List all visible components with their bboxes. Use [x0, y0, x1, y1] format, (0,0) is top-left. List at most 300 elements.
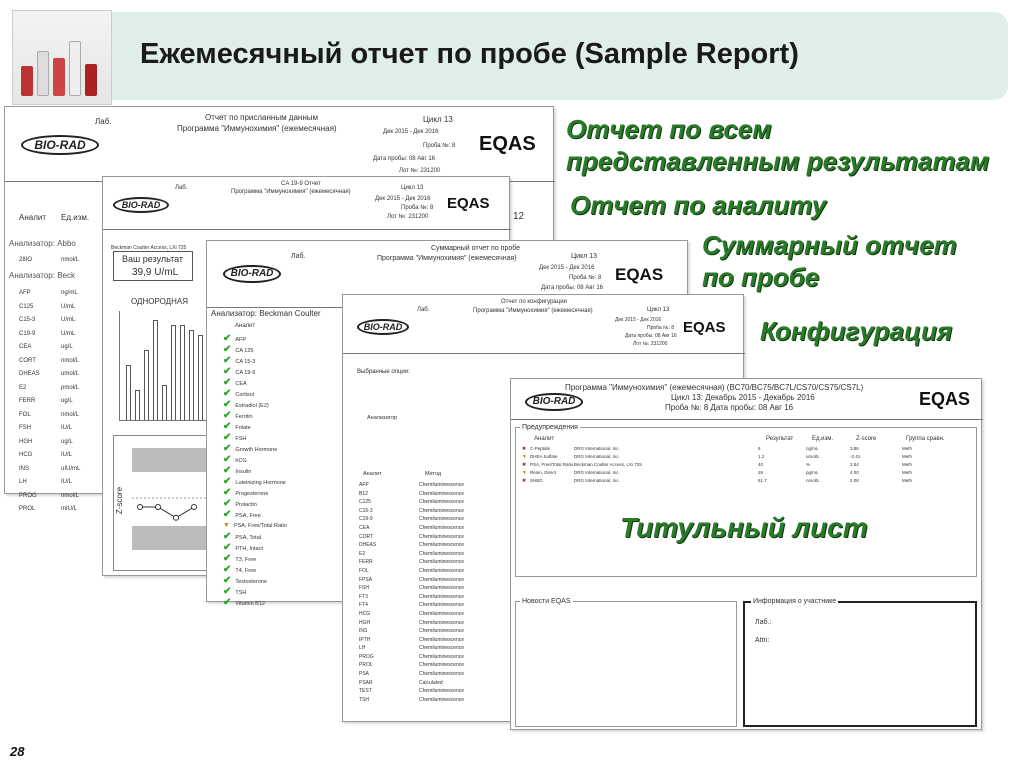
- warning-cell: 26: [758, 470, 764, 475]
- analyte-code: INS: [19, 465, 30, 472]
- analyte-unit: mIU/L: [61, 506, 78, 512]
- warning-row: [522, 446, 972, 454]
- label-all-results-1: Отчет по всем: [566, 114, 772, 144]
- cycle-label: Цикл 13: [423, 115, 453, 124]
- participant-box: [743, 598, 977, 727]
- config-analyte: FT4: [359, 602, 368, 609]
- analyte-row: [19, 463, 99, 477]
- config-method: Chemiluminescence: [419, 610, 465, 617]
- analyte-name: CA 15-3: [235, 359, 256, 365]
- analyte-row: [223, 432, 343, 443]
- analyzer-abbott: Анализатор: Abbo: [9, 239, 76, 248]
- col-group: Группа сравн.: [906, 436, 945, 442]
- analyte-row: [19, 341, 99, 355]
- news-title: Новости EQAS: [522, 598, 571, 605]
- config-row: [359, 661, 519, 670]
- config-row: [359, 601, 519, 610]
- check-icon: ✔: [223, 454, 232, 465]
- config-analyte: E2: [359, 550, 366, 557]
- sheet-header-line: [511, 419, 983, 420]
- config-method: Chemiluminescence: [419, 576, 465, 583]
- analyte-unit: U/mL: [61, 303, 76, 310]
- warning-icon: ▼: [223, 522, 230, 529]
- warning-cell: DRG International, Inc.: [574, 454, 620, 459]
- analyte-code: C15-3: [19, 317, 36, 323]
- config-analyte: INS: [359, 628, 368, 635]
- config-method: Chemiluminescence: [419, 482, 465, 488]
- eqas-logo: EQAS: [919, 389, 971, 409]
- config-row: [359, 679, 519, 688]
- col-analyte: Аналит: [235, 323, 256, 329]
- biorad-logo: BIO-RAD: [21, 135, 99, 155]
- analyte-unit: ng/mL: [61, 290, 78, 296]
- check-icon: ✔: [223, 399, 232, 410]
- analyte-row: [223, 465, 343, 476]
- analyte-row: [223, 366, 343, 377]
- check-icon: ✔: [223, 410, 232, 421]
- config-row: [359, 627, 519, 636]
- sample-label: Проба №: 8: [401, 205, 434, 211]
- warning-row: [522, 478, 972, 486]
- config-method: Chemiluminescence: [419, 559, 465, 566]
- sample-label: Проба №: 8: [569, 275, 602, 281]
- analyte-unit: IU/L: [61, 425, 73, 431]
- warning-cell: Renin, Direct: [530, 470, 557, 475]
- check-icon: ✔: [223, 564, 232, 575]
- analyte-row: [223, 355, 343, 366]
- config-row: [359, 524, 519, 533]
- histogram-bar: [153, 320, 158, 420]
- dates-label: Дек 2015 - Дек 2016: [615, 317, 662, 323]
- row-28io-analyte: 28IO: [19, 257, 33, 263]
- col-result: Результат: [766, 436, 794, 442]
- warning-cell: Beckman Coulter Access, LXi 725: [574, 462, 642, 467]
- sheet-lab-label: Лаб.: [417, 307, 430, 313]
- analyte-row: [223, 542, 343, 553]
- sample-date-label: Дата пробы: 08 Авг 16: [373, 156, 436, 162]
- analyte-row: [223, 597, 343, 608]
- analyte-name: Folate: [235, 425, 251, 431]
- warning-row: [522, 470, 972, 478]
- warning-cell: DRG International, Inc.: [574, 478, 620, 483]
- config-analyte: PROL: [359, 662, 373, 669]
- config-method: Chemiluminescence: [419, 593, 465, 600]
- analyte-row: [19, 409, 99, 423]
- zscore-point: [156, 505, 161, 510]
- analyte-unit: uIU/mL: [61, 465, 81, 472]
- check-icon: ✔: [223, 509, 232, 520]
- config-analyte: FT3: [359, 593, 368, 600]
- col-zscore: Z-score: [856, 436, 877, 442]
- config-row: [359, 507, 519, 516]
- analyte-row: [19, 368, 99, 382]
- sheet-program: Программа "Иммунохимия" (ежемесячная): [377, 255, 517, 262]
- analyte-row: [19, 328, 99, 342]
- label-config: Конфигурация: [760, 316, 953, 346]
- zscore-line: [132, 436, 206, 566]
- config-method: Chemiluminescence: [419, 636, 465, 643]
- col-unit: Ед.изм.: [812, 436, 834, 442]
- analyzer-label: Анализатор: [367, 415, 398, 421]
- warning-row: [522, 462, 972, 470]
- histogram: [119, 311, 207, 421]
- analyte-unit: nmol/L: [61, 492, 80, 499]
- check-icon: ✔: [223, 443, 232, 454]
- col-analyte: Аналит: [19, 213, 47, 222]
- analyte-unit: pmol/L: [61, 384, 80, 391]
- warning-icon: ▼: [522, 470, 527, 476]
- analyte-unit: nmol/L: [61, 411, 80, 418]
- warnings-title: Предупреждения: [522, 424, 578, 431]
- histogram-bar: [126, 365, 131, 420]
- warning-cell: ng/mL: [806, 446, 819, 451]
- dates-label: Дек 2015 - Дек 2016: [383, 129, 439, 135]
- analyte-code: PROL: [19, 506, 36, 512]
- analyte-name: FSH: [235, 436, 247, 442]
- lab-products-image: [12, 10, 112, 105]
- warning-cell: 40: [758, 462, 764, 467]
- analyte-code: LH: [19, 479, 27, 485]
- config-analyte: C125: [359, 499, 371, 506]
- config-analyte: FPSA: [359, 576, 373, 583]
- options-title: Выбранные опции:: [357, 369, 410, 375]
- homogeneous-label: ОДНОРОДНАЯ: [131, 297, 188, 306]
- analyte-name: Prolactin: [235, 502, 257, 508]
- sheet-title: Суммарный отчет по пробе: [431, 245, 521, 252]
- error-icon: ✖: [522, 446, 527, 452]
- analyte-unit: IU/L: [61, 479, 73, 485]
- sheet-lab-label: Лаб.: [175, 185, 188, 191]
- analyte-name: Insulin: [235, 469, 252, 475]
- config-method: Chemiluminescence: [419, 653, 465, 660]
- label-all-results-2: представленным результатам: [566, 146, 990, 176]
- analyte-code: E2: [19, 384, 27, 391]
- warning-cell: Meth: [902, 454, 913, 459]
- config-analyte: C19-9: [359, 516, 373, 523]
- sample-date-label: Дата пробы: 08 Авг 16: [625, 333, 677, 339]
- config-analyte: AFP: [359, 482, 369, 488]
- warning-cell: nmol/L: [806, 478, 820, 483]
- analyte-name: CA 19-9: [235, 370, 256, 376]
- sample-label: Проба №: 8 Дата пробы: 08 Авг 16: [665, 403, 794, 412]
- check-icon: ✔: [223, 597, 232, 608]
- config-method: Chemiluminescence: [419, 507, 465, 514]
- config-row: [359, 696, 519, 705]
- analyte-name: CEA: [235, 381, 247, 387]
- analyte-row: [223, 344, 343, 355]
- warning-cell: DRG International, Inc.: [574, 470, 620, 475]
- eqas-logo: EQAS: [479, 133, 536, 155]
- participant-attn: Attn:: [755, 637, 770, 644]
- warning-cell: 61.7: [758, 478, 767, 483]
- analyte-row: [19, 476, 99, 490]
- dates-label: Дек 2015 - Дек 2016: [539, 265, 595, 271]
- config-row: [359, 610, 519, 619]
- your-result-box: [113, 251, 193, 281]
- cycle-label: Цикл 13: Декабрь 2015 - Декабрь 2016: [671, 393, 815, 402]
- config-method: Chemiluminescence: [419, 542, 465, 549]
- label-title-page: Титульный лист: [620, 512, 868, 543]
- sheet-title: Программа "Иммунохимия" (ежемесячная) (BC70/BC75/BC7L/CS70/CS75/CS7L): [565, 383, 864, 392]
- analyte-code: PROG: [19, 492, 37, 499]
- analyte-row: [223, 575, 343, 586]
- config-analyte: HGH: [359, 619, 371, 626]
- histogram-bar: [180, 325, 185, 420]
- col-unit: Ед.изм.: [61, 213, 90, 222]
- config-row: [359, 636, 519, 645]
- histogram-bar: [135, 390, 140, 420]
- config-method: Chemiluminescence: [419, 499, 465, 506]
- zscore-chart: [113, 435, 209, 571]
- check-icon: ✔: [223, 432, 232, 443]
- config-row: [359, 533, 519, 542]
- analyte-code: FERR: [19, 398, 36, 404]
- cycle-label: Цикл 13: [571, 253, 598, 260]
- analyte-code: AFP: [19, 290, 31, 296]
- zscore-label: Z-score: [115, 486, 125, 515]
- warning-cell: Meth: [902, 470, 913, 475]
- label-summary-1: Суммарный отчет: [702, 230, 957, 260]
- warning-cell: PSA, Free/Total Ratio: [530, 462, 574, 467]
- warning-cell: pg/mL: [806, 470, 819, 475]
- analyte-code: C125: [19, 303, 34, 310]
- warning-icon: ▼: [522, 454, 527, 460]
- warning-cell: %: [806, 462, 811, 467]
- config-analyte: FOL: [359, 567, 369, 574]
- config-analyte: CEA: [359, 524, 370, 531]
- config-method: Chemiluminescence: [419, 490, 465, 497]
- config-method: Chemiluminescence: [419, 671, 465, 678]
- check-icon: ✔: [223, 421, 232, 432]
- analyte-unit: ug/L: [61, 344, 73, 350]
- check-icon: ✔: [223, 476, 232, 487]
- config-row: [359, 490, 519, 499]
- config-analyte: DHEAS: [359, 542, 377, 549]
- check-icon: ✔: [223, 553, 232, 564]
- eqas-logo: EQAS: [447, 195, 490, 212]
- analyte-row: [19, 449, 99, 463]
- config-method: Chemiluminescence: [419, 696, 465, 703]
- label-summary-2: по пробе: [702, 262, 820, 292]
- check-icon: ✔: [223, 377, 232, 388]
- warning-cell: DHEA Sulfate: [530, 454, 558, 459]
- zscore-polyline: [140, 507, 194, 518]
- analyte-row: [19, 301, 99, 315]
- your-result-value: 39,9 U/mL: [132, 267, 179, 278]
- analyte-unit: umol/L: [61, 371, 80, 377]
- analyte-row: [19, 287, 99, 301]
- config-analyte: CORT: [359, 533, 374, 540]
- histogram-bar: [171, 325, 176, 420]
- config-method: Chemiluminescence: [419, 524, 465, 531]
- check-icon: ✔: [223, 498, 232, 509]
- biorad-logo: BIO-RAD: [113, 197, 169, 213]
- col-analyte: Аналит: [534, 436, 555, 442]
- warning-cell: 2.84: [850, 462, 859, 467]
- analyzer-label: Beckman Coulter Access, LXi 725: [111, 245, 187, 251]
- sheet-program: Программа "Иммунохимия" (ежемесячная): [177, 124, 337, 133]
- analyte-row: [19, 382, 99, 396]
- biorad-logo: BIO-RAD: [525, 393, 583, 411]
- config-method: Chemiluminescence: [419, 628, 465, 635]
- eqas-logo: EQAS: [615, 265, 664, 284]
- analyte-row: [223, 520, 343, 531]
- warning-cell: 3.86: [850, 446, 859, 451]
- config-row: [359, 541, 519, 550]
- analyte-name: Estradiol (E2): [235, 403, 269, 409]
- config-row: [359, 593, 519, 602]
- analyte-row: [223, 454, 343, 465]
- slide-title: Ежемесячный отчет по пробе (Sample Report): [140, 38, 799, 70]
- analyte-name: Progesterone: [235, 491, 269, 497]
- sheet-lab-label: Лаб.: [95, 117, 112, 126]
- check-icon: ✔: [223, 531, 232, 542]
- analyte-name: PSA, Free: [235, 513, 261, 519]
- error-icon: ✖: [522, 478, 527, 484]
- sheet-program: Программа "Иммунохимия" (ежемесячная): [231, 189, 351, 195]
- sheet-lab-label: Лаб.: [291, 253, 306, 260]
- analyte-name: hCG: [235, 458, 247, 464]
- error-icon: ✖: [522, 462, 527, 468]
- config-row: [359, 515, 519, 524]
- analyte-name: Testosterone: [235, 579, 267, 585]
- config-row: [359, 558, 519, 567]
- config-row: [359, 619, 519, 628]
- analyte-row: [223, 487, 343, 498]
- warning-cell: C-Peptide: [530, 446, 551, 451]
- config-analyte: LH: [359, 645, 366, 652]
- warning-cell: DRG International, Inc.: [574, 446, 620, 451]
- config-row: [359, 670, 519, 679]
- analyte-name: PSA, Free/Total Ratio: [233, 523, 287, 529]
- analyte-unit: ug/L: [61, 398, 73, 404]
- histogram-bar: [198, 335, 203, 420]
- check-icon: ✔: [223, 333, 232, 344]
- warning-cell: 2.08: [850, 478, 859, 483]
- warning-cell: 6: [758, 446, 761, 451]
- lot-label: Лот №: 231200: [633, 341, 668, 347]
- config-row: [359, 653, 519, 662]
- analyte-row: [223, 377, 343, 388]
- analyte-row: [223, 410, 343, 421]
- check-icon: ✔: [223, 355, 232, 366]
- page-number: 28: [10, 744, 25, 759]
- lot-label: Лот №: 231200: [387, 214, 429, 220]
- your-result-label: Ваш результат: [122, 254, 184, 264]
- analyte-code: CORT: [19, 357, 36, 364]
- config-method: Chemiluminescence: [419, 645, 465, 652]
- dates-label: Дек 2015 - Дек 2016: [375, 196, 431, 202]
- analyte-row: [223, 333, 343, 344]
- sheet-title: CA 19-9 Отчет: [281, 181, 321, 187]
- label-by-analyte: Отчет по аналиту: [570, 190, 827, 220]
- analyte-row: [19, 422, 99, 436]
- config-method: Calculated: [419, 679, 443, 686]
- config-analyte: B12: [359, 490, 368, 497]
- check-icon: ✔: [223, 542, 232, 553]
- warning-row: [522, 454, 972, 462]
- config-method: Chemiluminescence: [419, 602, 465, 609]
- config-analyte: FERR: [359, 559, 373, 566]
- number-12: 12: [513, 211, 525, 222]
- analyte-unit: nmol/L: [61, 357, 80, 364]
- participant-lab: Лаб.:: [755, 619, 772, 626]
- col-method: Метод: [425, 471, 442, 477]
- analyte-row: [223, 531, 343, 542]
- check-icon: ✔: [223, 586, 232, 597]
- sheet-program: Программа "Иммунохимия" (ежемесячная): [473, 308, 593, 314]
- warning-cell: Meth: [902, 446, 913, 451]
- check-icon: ✔: [223, 388, 232, 399]
- analyte-code: CEA: [19, 344, 32, 350]
- analyte-unit: ug/L: [61, 438, 73, 445]
- config-method: Chemiluminescence: [419, 585, 465, 592]
- warnings-table: [522, 446, 972, 486]
- sheet-title-page: [510, 378, 982, 730]
- analyte-name: Growth Hormone: [235, 447, 278, 453]
- analyzer-beckman: Анализатор: Beck: [9, 271, 75, 280]
- analyte-row: [19, 314, 99, 328]
- biorad-logo: BIO-RAD: [357, 319, 409, 335]
- analyte-row: [223, 586, 343, 597]
- analyte-list: [19, 287, 99, 517]
- analyte-row: [19, 503, 99, 517]
- warnings-box: [515, 424, 977, 577]
- config-row: [359, 576, 519, 585]
- config-method: Chemiluminescence: [419, 550, 465, 557]
- config-method: Chemiluminescence: [419, 619, 465, 626]
- zscore-point: [192, 505, 197, 510]
- analyte-name: T4, Free: [235, 568, 257, 574]
- sheet-header-line: [103, 229, 511, 230]
- config-method: Chemiluminescence: [419, 662, 465, 669]
- sheet-title: Отчет по присланным данным: [205, 113, 319, 122]
- config-method: Chemiluminescence: [419, 567, 465, 574]
- analyte-row: [223, 388, 343, 399]
- analyte-name: Vitamin B12: [235, 601, 265, 607]
- config-analyte: HCG: [359, 610, 371, 617]
- warning-cell: Meth: [902, 462, 913, 467]
- check-icon: ✔: [223, 575, 232, 586]
- analyte-row: [223, 498, 343, 509]
- config-row: [359, 550, 519, 559]
- config-analyte: PROG: [359, 653, 374, 660]
- analyte-name: TSH: [235, 590, 247, 596]
- analyte-code: FOL: [19, 411, 31, 418]
- col-analyte: Аналит: [363, 471, 382, 477]
- config-row: [359, 498, 519, 507]
- sample-label: Проба №: 8: [647, 325, 674, 331]
- analyte-code: HCG: [19, 452, 33, 458]
- config-table: [359, 481, 519, 704]
- cycle-label: Цикл 13: [647, 307, 670, 313]
- analyte-row: [19, 395, 99, 409]
- warning-cell: 4.00: [850, 470, 859, 475]
- news-box: [515, 598, 737, 727]
- config-method: Chemiluminescence: [419, 516, 465, 523]
- analyte-row: [223, 553, 343, 564]
- analyte-code: C19-9: [19, 330, 36, 337]
- config-analyte: PSAR: [359, 679, 373, 686]
- check-icon: ✔: [223, 487, 232, 498]
- warning-cell: SHBG: [530, 478, 543, 483]
- histogram-bar: [162, 385, 167, 420]
- analyte-name: Luteinizing Hormone: [235, 480, 286, 486]
- analyte-unit: U/mL: [61, 330, 76, 337]
- analyte-row: [223, 476, 343, 487]
- analyte-row: [223, 399, 343, 410]
- check-icon: ✔: [223, 344, 232, 355]
